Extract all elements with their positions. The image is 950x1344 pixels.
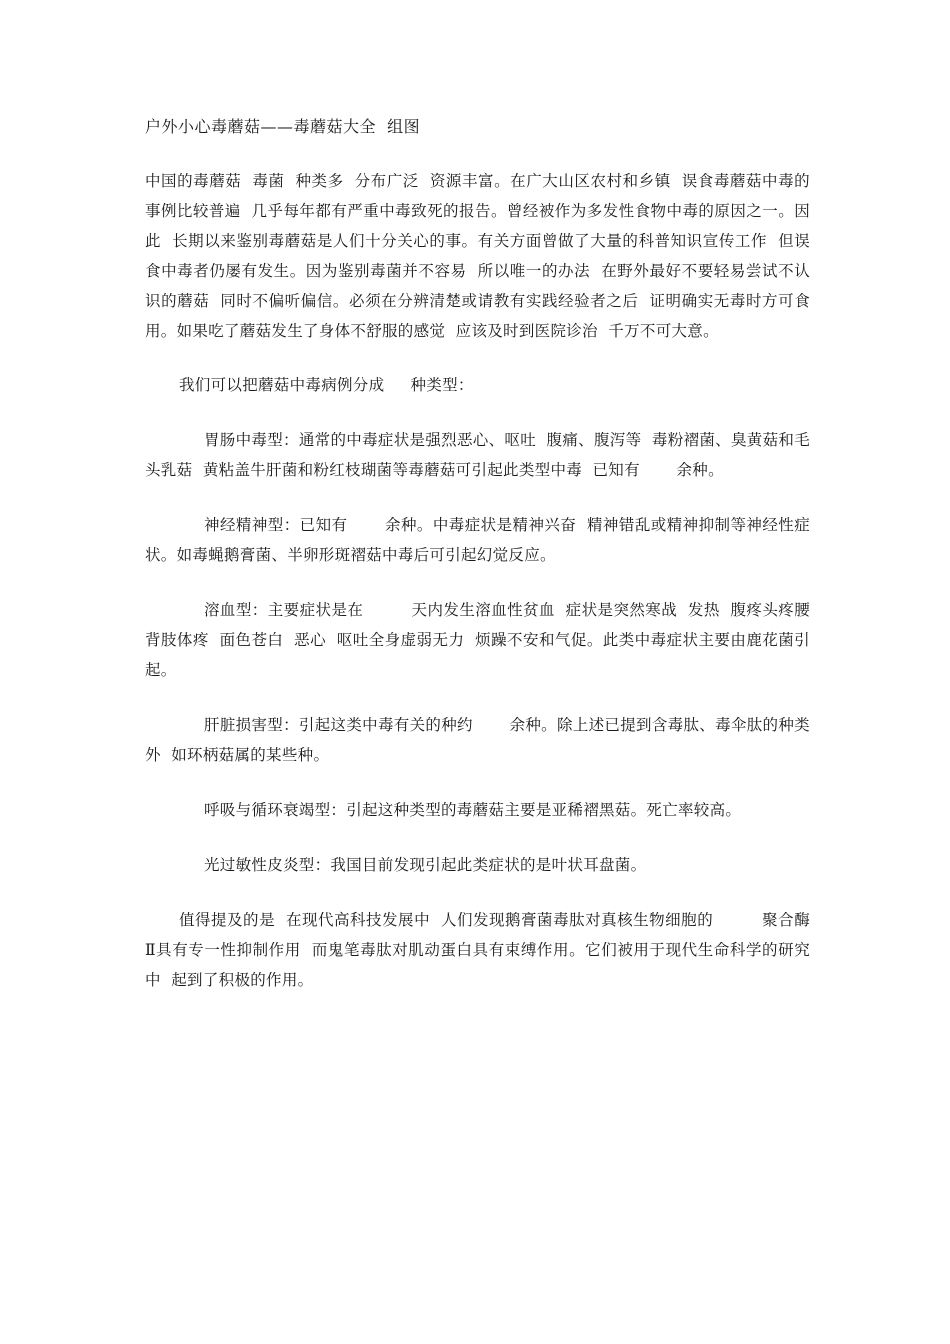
paragraph-gap: [145, 485, 810, 510]
type-neuropsychiatric: 神经精神型：已知有 余种。中毒症状是精神兴奋 精神错乱或精神抑制等神经性症状。如毒蝇鹅膏菌、半卵形斑褶菇中毒后可引起幻觉反应。: [145, 516, 810, 564]
paragraph-gap: [145, 685, 810, 710]
document-page: [145, 112, 810, 995]
type-photosensitive-dermatitis: 光过敏性皮炎型：我国目前发现引起此类症状的是叶状耳盘菌。: [204, 856, 647, 874]
type-gastrointestinal: 胃肠中毒型：通常的中毒症状是强烈恶心、呕吐 腹痛、腹泻等 毒粉褶菌、臭黄菇和毛头乳菇 黄粘盖牛肝菌和粉红枝瑚菌等毒蘑菇可引起此类型中毒 已知有 余种。: [145, 431, 810, 479]
type-hemolytic: 溶血型：主要症状是在 天内发生溶血性贫血 症状是突然寒战 发热 腹疼头疼腰背肢体疼 面色苍白 恶心 呕吐全身虚弱无力 烦躁不安和气促。此类中毒症状主要由鹿花菌引起。: [145, 601, 810, 679]
type-respiratory-circulatory: 呼吸与循环衰竭型：引起这种类型的毒蘑菇主要是亚稀褶黑菇。死亡率较高。: [204, 801, 742, 819]
paragraph-gap: [145, 400, 810, 425]
paragraph-gap: [145, 825, 810, 850]
paragraph-gap: [145, 570, 810, 595]
document-title: 户外小心毒蘑菇——毒蘑菇大全 组图: [145, 117, 421, 136]
paragraph-gap: [145, 880, 810, 905]
type-liver-damage: 肝脏损害型：引起这类中毒有关的种约 余种。除上述已提到含毒肽、毒伞肽的种类外 如环柄菇属的某些种。: [145, 716, 810, 764]
closing-paragraph: 值得提及的是 在现代高科技发展中 人们发现鹅膏菌毒肽对真核生物细胞的 聚合酶Ⅱ具有专一性抑制作用 而鬼笔毒肽对肌动蛋白具有束缚作用。它们被用于现代生命科学的研究中 起到了积极的作用。: [145, 911, 810, 989]
paragraph-gap: [145, 770, 810, 795]
paragraph-gap: [145, 346, 810, 370]
intro-paragraph: 中国的毒蘑菇 毒菌 种类多 分布广泛 资源丰富。在广大山区农村和乡镇 误食毒蘑菇中毒的事例比较普遍 几乎每年都有严重中毒致死的报告。曾经被作为多发性食物中毒的原因之一。因此 长期以来鉴别毒蘑菇是人们十分关心的事。有关方面曾做了大量的科普知识宣传工作 但误食中毒者仍屡有发生。因为鉴别毒菌并不容易 所以唯一的办法 在野外最好不要轻易尝试不认识的蘑菇 同时不偏听偏信。必须在分辨清楚或请教有实践经验者之后 证明确实无毒时方可食用。如果吃了蘑菇发生了身体不舒服的感觉 应该及时到医院诊治 千万不可大意。: [145, 172, 810, 340]
types-heading: 我们可以把蘑菇中毒病例分成 种类型：: [179, 376, 474, 394]
